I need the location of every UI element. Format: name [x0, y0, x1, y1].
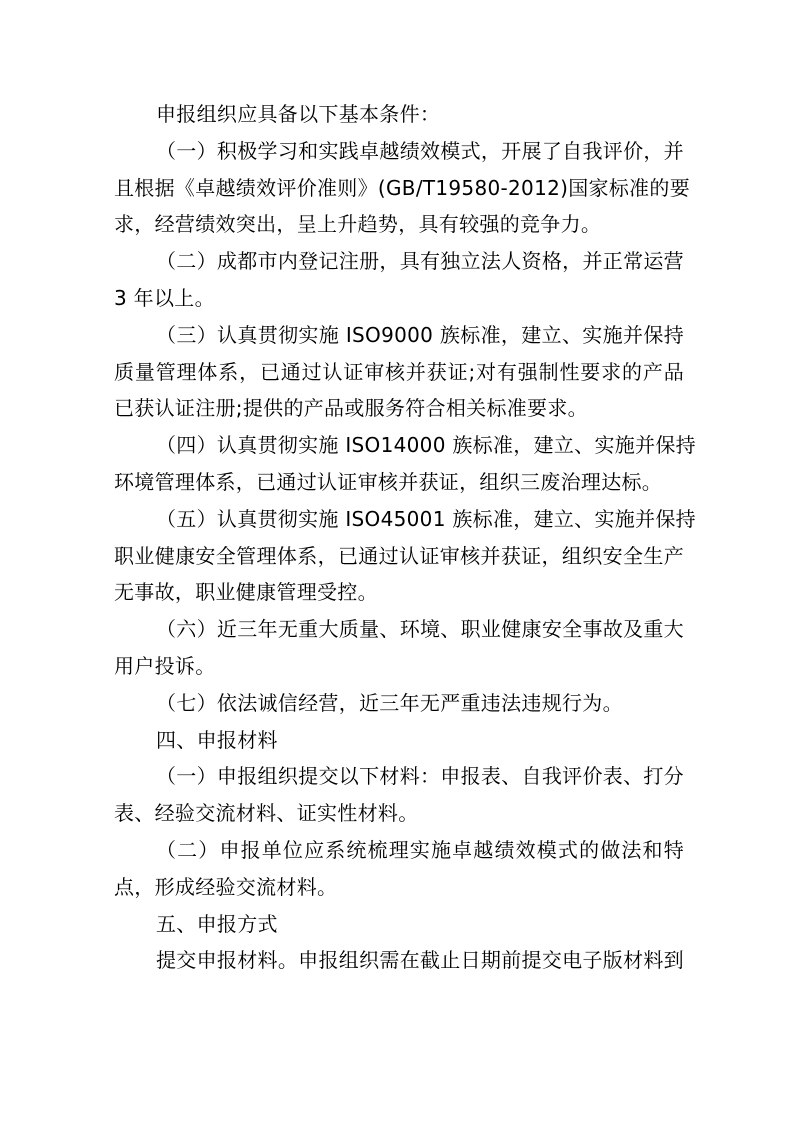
paragraph-condition-1 [114, 133, 691, 243]
paragraph-condition-5 [114, 501, 696, 611]
paragraph-condition-7 [114, 685, 684, 722]
paragraph-materials-2 [114, 832, 684, 906]
text-line: （三）认真贯彻实施 ISO9000 族标准，建立、实施并保持 [156, 322, 684, 347]
text-line: 点，形成经验交流材料。 [114, 874, 338, 899]
text-line: 表、经验交流材料、证实性材料。 [114, 801, 419, 826]
text-line: 且根据《卓越绩效评价准则》(GB/T19580-2012)国家标准的要 [114, 175, 691, 200]
paragraph-conditions-intro [114, 96, 684, 133]
text-line: 质量管理体系，已通过认证审核并获证;对有强制性要求的产品 [114, 359, 684, 384]
paragraph-condition-4 [114, 427, 696, 501]
text-line: （一）申报组织提交以下材料：申报表、自我评价表、打分 [156, 764, 684, 789]
section-heading-method [114, 906, 684, 943]
text-line: 四、申报材料 [156, 727, 278, 752]
paragraph-materials-1 [114, 758, 684, 832]
paragraph-condition-3 [114, 317, 684, 427]
text-line: （一）积极学习和实践卓越绩效模式，开展了自我评价，并 [156, 138, 684, 163]
text-line: （六）近三年无重大质量、环境、职业健康安全事故及重大 [156, 617, 684, 642]
text-line: 提交申报材料。申报组织需在截止日期前提交电子版材料到 [156, 948, 684, 973]
text-line: （二）申报单位应系统梳理实施卓越绩效模式的做法和特 [156, 837, 684, 862]
text-line: （五）认真贯彻实施 ISO45001 族标准，建立、实施并保持 [156, 506, 696, 531]
text-line: 申报组织应具备以下基本条件： [156, 102, 441, 126]
text-line: （二）成都市内登记注册，具有独立法人资格，并正常运营 [156, 249, 684, 274]
text-line: 环境管理体系，已通过认证审核并获证，组织三废治理达标。 [114, 469, 663, 494]
document-page [114, 96, 696, 979]
text-line: 已获认证注册;提供的产品或服务符合相关标准要求。 [114, 396, 588, 421]
paragraph-condition-2 [114, 243, 684, 317]
text-line: 五、申报方式 [156, 911, 278, 936]
text-line: 无事故，职业健康管理受控。 [114, 580, 378, 605]
text-line: 用户投诉。 [114, 653, 216, 678]
section-heading-materials [114, 722, 684, 759]
paragraph-method-1 [114, 942, 684, 979]
text-line: （七）依法诚信经营，近三年无严重违法违规行为。 [156, 690, 623, 715]
text-line: 3 年以上。 [114, 285, 215, 310]
paragraph-condition-6 [114, 611, 684, 685]
text-line: 职业健康安全管理体系，已通过认证审核并获证，组织安全生产 [114, 543, 684, 568]
text-line: 求，经营绩效突出，呈上升趋势，具有较强的竞争力。 [114, 212, 602, 237]
text-line: （四）认真贯彻实施 ISO14000 族标准，建立、实施并保持 [156, 433, 696, 458]
